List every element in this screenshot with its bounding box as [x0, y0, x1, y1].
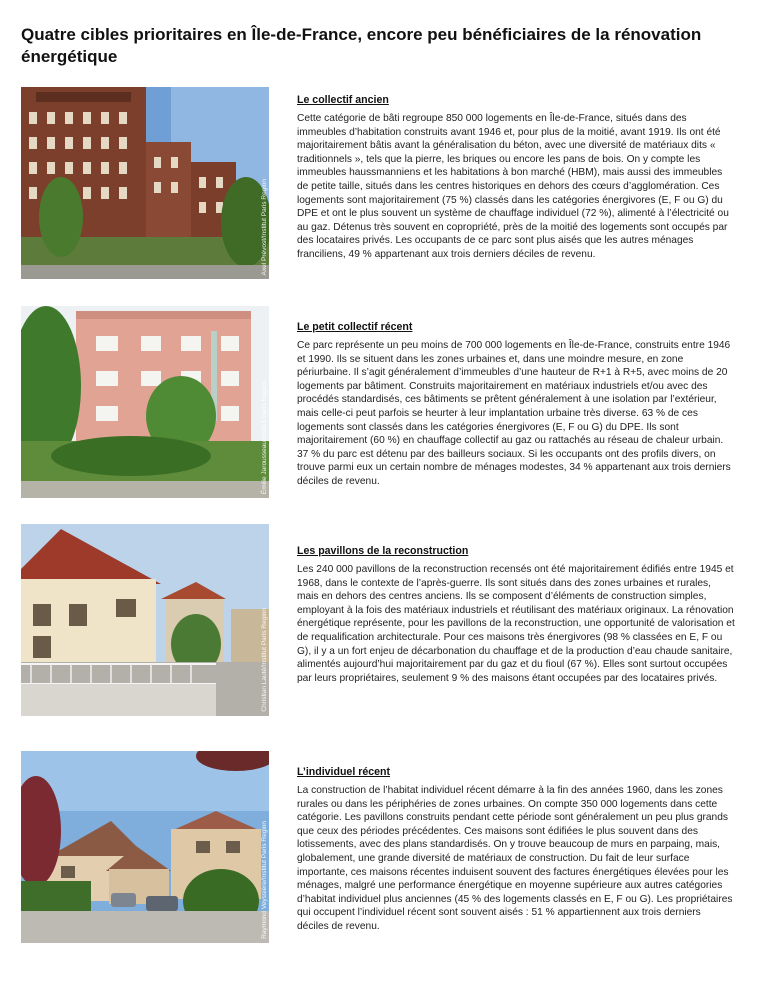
section-collectif-ancien: [297, 94, 735, 262]
photo-credit: Émilie Jarousseau/Institut Paris Region: [261, 380, 268, 494]
section-body: Ce parc représente un peu moins de 700 000 logements en Île-de-France, construits entre 1946 et 1990. Ils se situent dans les zones urbaines et, dans une moindre mesure, en zone périurbaine. Il s’agit généralement d’immeubles d’une hauteur de R+1 à R+5, avec moins de 20 logements par bâtiment. Construits majoritairement en matériaux industriels et/ou avec des procédés standardisés, ces bâtiments se prêtent généralement à une isolation par l’extérieur, mais celle-ci peut parfois se heurter à leur implantation urbaine très diverse. 63 % de ces logements sont classés dans les catégories énergivores (E, F ou G) du DPE. Ils sont majoritairement (60 %) en chauffage collectif au gaz ou rattachés au réseau de chaleur urbain. 37 % du parc est détenu par des bailleurs sociaux. Si les occupants ont des profils divers, on trouve parmi eux un certain nombre de ménages modestes, 34 % appartenant aux trois derniers déciles de revenu.: [297, 340, 731, 487]
photo-credit: Raymond Veyssière/Institut Paris Region: [261, 821, 268, 939]
section-body: Cette catégorie de bâti regroupe 850 000 logements en Île-de-France, situés dans des immeubles d’habitation construits avant 1946 et, pour plus de la moitié, avant 1919. Ils ont été majoritairement bâtis avant la généralisation du béton, avec une diversité de matériaux dits « traditionnels », tels que la pierre, les briques ou encore les pans de bois. On y compte les immeubles haussmanniens et les habitations à bon marché (HBM), mais aussi des immeubles de petite taille, situés dans les centres historiques en dehors des cœurs d’agglomération. Ces logements sont majoritairement (75 %) classés dans les catégories énergivores (E, F ou G) du DPE et ont le plus souvent un système de chauffage individuel (72 %), alimenté à l’électricité ou au gaz. Détenus très souvent en copropriété, près de la moitié des logements sont occupés par des locataires privés. Les occupants de ce parc sont plus aisés que les autres ménages franciliens, 49 % appartenant aux trois derniers déciles de revenu.: [297, 113, 729, 260]
photo-pavillons-reconstruction: [21, 524, 269, 716]
section-individuel-recent: [297, 766, 735, 934]
section-petit-collectif-recent: [297, 321, 735, 489]
section-title: Les pavillons de la reconstruction: [297, 545, 469, 557]
section-title: Le petit collectif récent: [297, 321, 413, 333]
page-title: Quatre cibles prioritaires en Île-de-France, encore peu bénéficiaires de la rénovation énergétique: [21, 25, 702, 66]
photo-collectif-ancien: [21, 87, 269, 279]
photo-credit: Christian Lauté/Institut Paris Region: [261, 608, 268, 712]
photo-petit-collectif-recent: [21, 306, 269, 498]
section-body: Les 240 000 pavillons de la reconstruction recensés ont été majoritairement édifiés entre 1945 et 1968, dans le contexte de l’après-guerre. Ils sont situés dans des zones urbaines et rurales, mais en dehors des centres anciens. Ils se composent d’éléments de construction simples, employant à la fois des matériaux industriels et réutilisant des matériaux originaux. La rénovation énergétique représente, pour les pavillons de la reconstruction, une opportunité de valorisation et de requalification architecturale. Pour ces maisons très énergivores (98 % classées en E, F ou G), il y a un fort enjeu de décarbonation du chauffage et de la production d’eau chaude sanitaire, alimentés aujourd’hui majoritairement par du gaz et du fioul (67 %). Elles sont surtout occupées par leurs propriétaires, seulement 9 % des maisons étant occupées par des locataires privés.: [297, 564, 735, 684]
section-pavillons-reconstruction: [297, 545, 735, 685]
section-title: Le collectif ancien: [297, 94, 389, 106]
photo-collectif-ancien-image: [21, 87, 269, 279]
section-title: L’individuel récent: [297, 766, 391, 778]
section-body: La construction de l’habitat individuel récent démarre à la fin des années 1960, dans les zones rurales ou dans les périphéries de zones urbaines. On compte 350 000 logements dans cette catégorie. Les pavillons construits pendant cette période sont généralement un peu plus grands que ceux des périodes précédentes. Ces maisons sont édifiées le plus souvent dans des lotissements, avec des plans standardisés. On y trouve beaucoup de murs en parpaing, mais, globalement, une grande diversité de matériaux de construction. Du fait de leur surface importante, ces maisons récentes induisent souvent des factures énergétiques élevées pour les ménages, malgré une performance énergétique en moyenne supérieure aux autres catégories d’habitat individuel plus anciennes (45 % des logements classés en E, F ou G). Les propriétaires qui occupent l’individuel récent sont souvent aisés : 51 % appartiennent aux trois derniers déciles de revenu.: [297, 785, 733, 932]
photo-petit-collectif-recent-image: [21, 306, 269, 498]
photo-pavillons-reconstruction-image: [21, 524, 269, 716]
photo-individuel-recent-image: [21, 751, 269, 943]
photo-credit: Axel Prévost/Institut Paris Region: [261, 178, 268, 275]
photo-individuel-recent: [21, 751, 269, 943]
